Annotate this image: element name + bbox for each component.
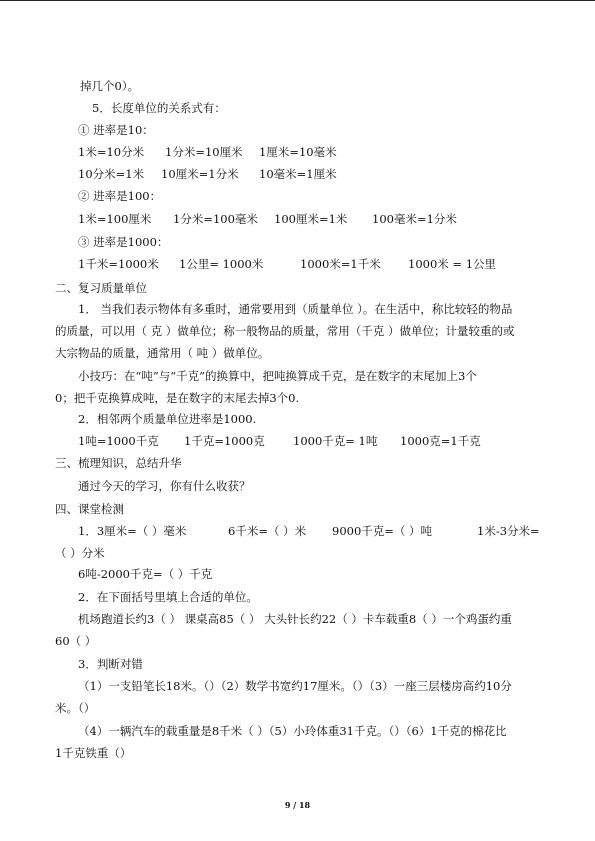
formula: 1000克=1千克 xyxy=(400,434,481,448)
question-item: 9000千克=（ ）吨 xyxy=(332,524,433,538)
text-line: 1． 当我们表示物体有多重时，通常要用到（质量单位 ）。在生活中，称比较轻的物品 xyxy=(78,302,513,316)
text-line: 的质量，可以用（ 克 ）做单位；称一般物品的质量，常用（千克 ）做单位；计量较重的或 xyxy=(55,324,515,338)
page-number: 9 / 18 xyxy=(284,800,311,810)
text-line: 2．在下面括号里填上合适的单位。 xyxy=(78,590,258,604)
text-line: 3．判断对错 xyxy=(78,657,143,671)
formula: 1吨=1000千克 xyxy=(78,434,159,448)
text-line: 60（ ） xyxy=(55,634,97,648)
question-item: 1．3厘米=（ ）毫米 xyxy=(78,524,187,538)
formula: 100厘米=1米 xyxy=(274,212,348,226)
formula: 1000千克= 1吨 xyxy=(293,434,378,448)
text-line: （1）一支铅笔长18米。（）（2）数学书宽约17厘米。（）（3）一座三层楼房高约10分 xyxy=(78,679,512,693)
formula-row xyxy=(78,167,478,182)
text-line: ② 进率是100： xyxy=(78,189,162,203)
formula-row xyxy=(78,212,498,227)
text-line: 1千克铁重（） xyxy=(55,746,132,760)
text-line: 0；把千克换算成吨，是在数字的末尾去掉3个0. xyxy=(55,391,300,405)
text-line: 掉几个0）。 xyxy=(80,79,140,93)
question-item: 6千米=（ ）米 xyxy=(228,524,307,538)
formula: 1千米=1000米 xyxy=(78,257,159,271)
text-line: 5．长度单位的关系式有： xyxy=(92,101,226,115)
text-line: ① 进率是10： xyxy=(78,123,154,137)
formula: 100毫米=1分米 xyxy=(372,212,457,226)
text-line: （4）一辆汽车的载重量是8千米（ ）（5）小玲体重31千克。（）（6）1千克的棉花比 xyxy=(78,724,507,738)
formula: 1分米=10厘米 xyxy=(165,145,243,159)
formula: 1000米 = 1公里 xyxy=(408,257,497,271)
formula: 10毫米=1厘米 xyxy=(259,167,337,181)
section-heading: 二、复习质量单位 xyxy=(55,281,147,295)
formula: 1000米=1千米 xyxy=(300,257,381,271)
text-line: 2．相邻两个质量单位进率是1000. xyxy=(78,412,257,426)
formula-row xyxy=(78,145,478,160)
text-line: （ ）分米 xyxy=(55,546,105,560)
formula-row xyxy=(78,257,508,272)
question-item: 1米-3分米= xyxy=(477,524,540,538)
formula: 1公里= 1000米 xyxy=(179,257,264,271)
text-line: 大宗物品的质量，通常用（ 吨 ）做单位。 xyxy=(55,346,270,360)
formula: 1米=100厘米 xyxy=(78,212,152,226)
formula-row xyxy=(78,434,498,449)
text-line: 米。（） xyxy=(55,701,96,715)
text-line: 小技巧：在“吨”与“千克”的换算中，把吨换算成千克，是在数字的末尾加上3个 xyxy=(78,369,477,383)
text-line: ③ 进率是1000： xyxy=(78,235,169,249)
text-line: 通过今天的学习，你有什么收获？ xyxy=(78,479,251,493)
text-line: 机场跑道长约3（ ） 课桌高85（ ） 大头针长约22（ ）卡车载重8（ ）一个鸡蛋约重 xyxy=(78,612,512,626)
formula: 1厘米=10毫米 xyxy=(259,145,337,159)
formula: 1千克=1000克 xyxy=(184,434,265,448)
formula: 10分米=1米 xyxy=(78,167,145,181)
text-line: 6吨-2000千克=（ ）千克 xyxy=(78,567,213,581)
section-heading: 四、课堂检测 xyxy=(55,502,124,516)
formula: 1米=10分米 xyxy=(78,145,145,159)
section-heading: 三、梳理知识，总结升华 xyxy=(55,456,182,470)
question-row xyxy=(78,524,543,539)
formula: 1分米=100毫米 xyxy=(173,212,258,226)
formula: 10厘米=1分米 xyxy=(161,167,239,181)
